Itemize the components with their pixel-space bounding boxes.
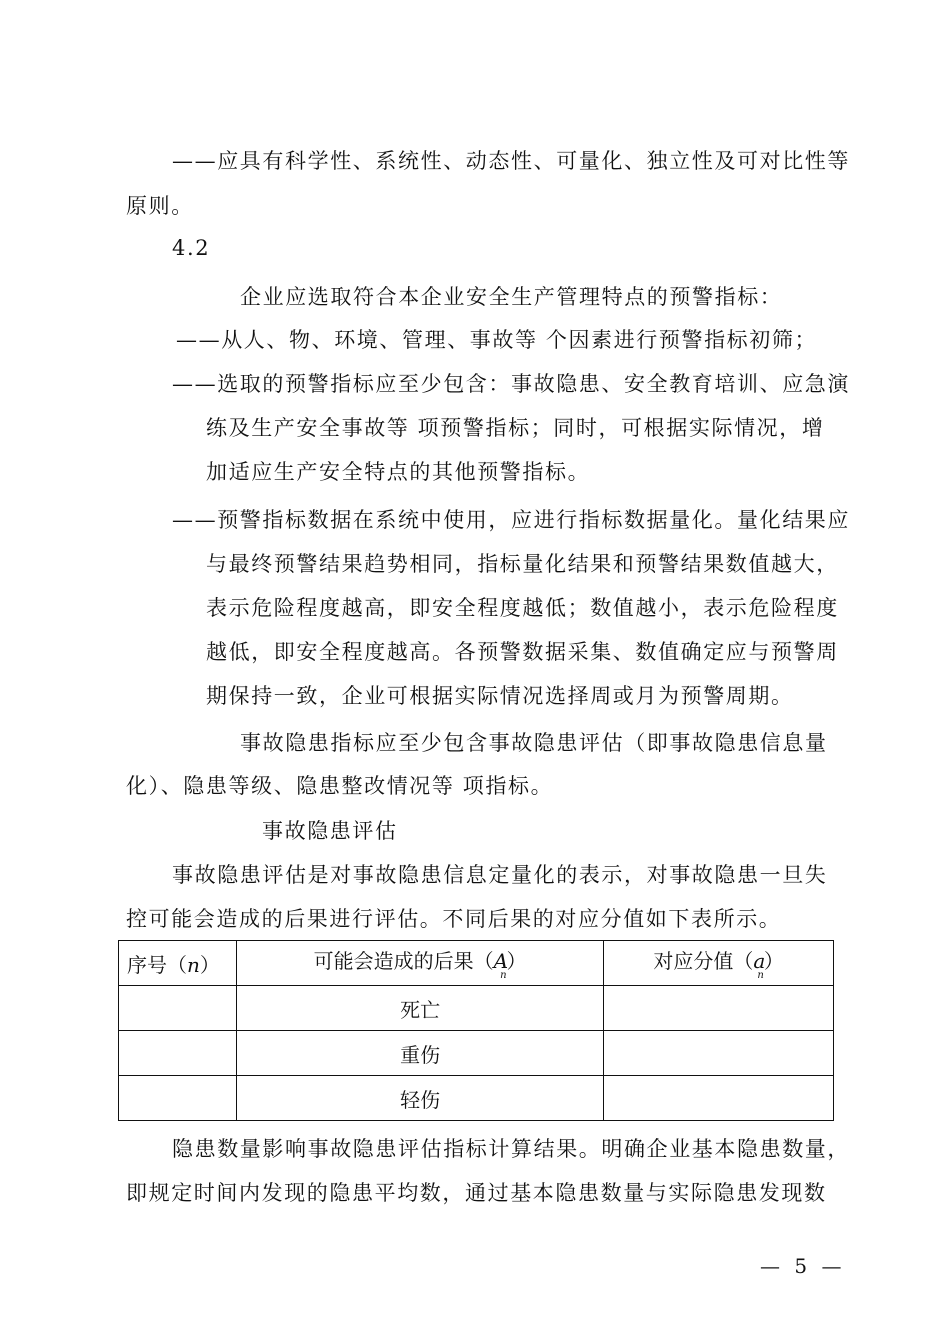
subheading-hazard-assessment: 事故隐患评估 — [262, 819, 398, 843]
cell-serial-number — [119, 986, 237, 1031]
paragraph-assessment-line1: 事故隐患评估是对事故隐患信息定量化的表示，对事故隐患一旦失 — [172, 863, 828, 887]
paragraph-hazard-indicator-line1: 事故隐患指标应至少包含事故隐患评估（即事故隐患信息量 — [240, 731, 828, 755]
table-row — [119, 1031, 834, 1076]
consequence-score-table — [118, 940, 834, 1121]
cell-serial-number — [119, 1076, 237, 1121]
paragraph-principle-line2: 原则。 — [126, 194, 194, 218]
paragraph-hazard-count-line1: 隐患数量影响事故隐患评估指标计算结果。明确企业基本隐患数量， — [172, 1137, 850, 1161]
header-consequence: 可能会造成的后果$(A_n)$ — [236, 941, 603, 986]
page-number: — 5 — — [760, 1254, 846, 1278]
bullet-required-indicators-line1: ——选取的预警指标应至少包含：事故隐患、安全教育培训、应急演 — [172, 372, 850, 396]
paragraph-assessment-line2: 控可能会造成的后果进行评估。不同后果的对应分值如下表所示。 — [126, 907, 782, 931]
paragraph-principle-line1: ——应具有科学性、系统性、动态性、可量化、独立性及可对比性等 — [172, 149, 850, 173]
bullet-quantification-line2: 与最终预警结果趋势相同，指标量化结果和预警结果数值越大， — [206, 552, 839, 576]
header-serial-number: 序号（n） — [119, 941, 237, 986]
cell-score — [604, 1076, 834, 1121]
paragraph-hazard-indicator-line2: 化）、隐患等级、隐患整改情况等 项指标。 — [126, 774, 554, 798]
bullet-quantification-line1: ——预警指标数据在系统中使用，应进行指标数据量化。量化结果应 — [172, 508, 850, 532]
cell-serial-number — [119, 1031, 237, 1076]
table-row — [119, 986, 834, 1031]
bullet-initial-screening: ——从人、物、环境、管理、事故等 个因素进行预警指标初筛； — [176, 328, 818, 352]
cell-score — [604, 986, 834, 1031]
paragraph-hazard-count-line2: 即规定时间内发现的隐患平均数，通过基本隐患数量与实际隐患发现数 — [126, 1181, 827, 1205]
cell-consequence: 重伤 — [236, 1031, 603, 1076]
bullet-quantification-line5: 期保持一致，企业可根据实际情况选择周或月为预警周期。 — [206, 684, 794, 708]
cell-score — [604, 1031, 834, 1076]
cell-consequence: 死亡 — [236, 986, 603, 1031]
table-header-row — [119, 941, 834, 986]
table-row — [119, 1076, 834, 1121]
section-heading-4-2: 4.2 — [172, 236, 211, 260]
bullet-required-indicators-line2: 练及生产安全事故等 项预警指标；同时，可根据实际情况，增 — [206, 416, 825, 440]
bullet-quantification-line4: 越低，即安全程度越高。各预警数据采集、数值确定应与预警周 — [206, 640, 839, 664]
bullet-required-indicators-line3: 加适应生产安全特点的其他预警指标。 — [206, 460, 591, 484]
paragraph-select-indicators: 企业应选取符合本企业安全生产管理特点的预警指标： — [240, 285, 783, 309]
cell-consequence: 轻伤 — [236, 1076, 603, 1121]
bullet-quantification-line3: 表示危险程度越高，即安全程度越低；数值越小，表示危险程度 — [206, 596, 839, 620]
header-score: 对应分值$(a_n)$ — [604, 941, 834, 986]
